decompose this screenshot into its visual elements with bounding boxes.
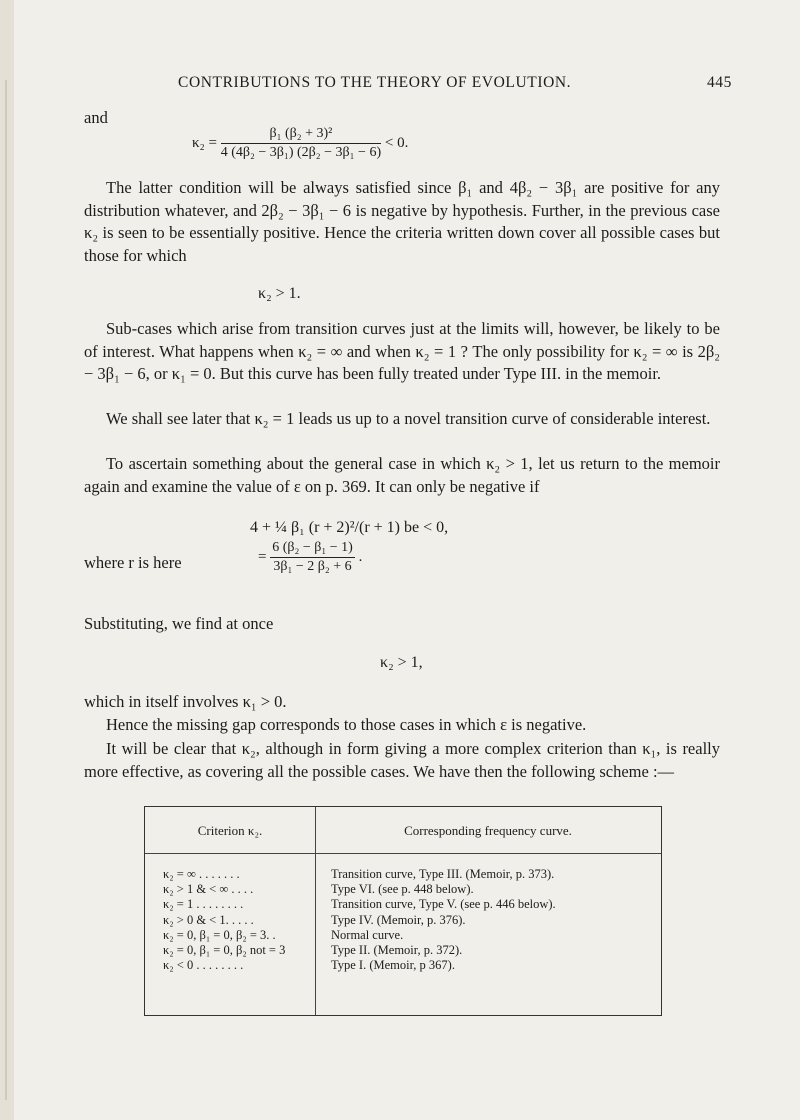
- equation-5: κ₂ > 1,: [380, 654, 423, 671]
- eq4-rhs: .: [358, 549, 363, 565]
- criterion-row: κ₂ = ∞ . . . . . . .: [163, 867, 240, 881]
- curve-row: Transition curve, Type V. (see p. 446 below).: [331, 897, 556, 912]
- where-text: where r is here: [84, 553, 182, 572]
- table-header-divider: [145, 853, 661, 854]
- criteria-column: [163, 867, 285, 973]
- paragraph-2: Sub-cases which arise from transition curves just at the limits will, however, be likely to be of interest. What happens when κ₂ = ∞ and when κ₂ = 1 ? The only possibility for κ₂ = ∞ is 2β₂ − 3β₁ − 6, or κ₁ = 0. But this curve has been fully treated under Type III. in the memoir.: [84, 319, 720, 383]
- header-title: CONTRIBUTIONS TO THE THEORY OF EVOLUTION.: [178, 74, 572, 91]
- curve-row: Normal curve.: [331, 927, 404, 942]
- paragraph-3: We shall see later that κ₂ = 1 leads us up to a novel transition curve of considerable interest.: [106, 409, 711, 428]
- curve-row: Transition curve, Type III. (Memoir, p. 373).: [331, 867, 555, 881]
- eq1-lhs: κ₂ =: [192, 135, 217, 151]
- eq4-fraction: [270, 540, 355, 575]
- paragraph-7: It will be clear that κ₂, although in form giving a more complex criterion than κ₁, is really more effective, as covering all the possible cases. We have then the following scheme :—: [84, 739, 720, 781]
- eq1-fraction: [221, 126, 381, 161]
- equation-1: [192, 126, 408, 161]
- curve-row: Type IV. (Memoir, p. 376).: [331, 912, 466, 927]
- equation-4: [258, 540, 362, 575]
- eq1-numerator: β₁ (β₂ + 3)²: [221, 126, 381, 144]
- page-edge-shadow: [0, 0, 40, 1120]
- criterion-row: κ₂ > 0 & < 1. . . . .: [163, 912, 254, 927]
- eq1-rhs: < 0.: [384, 135, 409, 151]
- eq4-numerator: 6 (β₂ − β₁ − 1): [270, 540, 355, 558]
- intro-word: and: [84, 108, 108, 127]
- table-header-curve: Corresponding frequency curve.: [404, 823, 572, 838]
- eq4-lhs: =: [258, 549, 267, 565]
- paragraph-1: The latter condition will be always satisfied since β₁ and 4β₂ − 3β₁ are positive for any distribution whatever, and 2β₂ − 3β₁ − 6 is negative by hypothesis. Further, in the previous case κ₂ is seen to be essentially positive. Hence the criteria written down cover all possible cases but those for which: [84, 178, 720, 265]
- table-header-criterion: Criterion κ₂.: [197, 823, 263, 838]
- substituting-text: Substituting, we find at once: [84, 614, 274, 633]
- curve-row: Type I. (Memoir, p 367).: [331, 958, 455, 973]
- criterion-row: κ₂ = 1 . . . . . . . .: [163, 897, 244, 912]
- criterion-row: κ₂ = 0, β₁ = 0, β₂ = 3. .: [163, 927, 276, 942]
- paragraph-6: Hence the missing gap corresponds to those cases in which ε is negative.: [106, 715, 587, 734]
- paragraph-4: To ascertain something about the general case in which κ₂ > 1, let us return to the memoir again and examine the value of ε on p. 369. It can only be negative if: [84, 454, 720, 496]
- curve-row: Type VI. (see p. 448 below).: [331, 882, 474, 897]
- paragraph-5: which in itself involves κ₁ > 0.: [84, 692, 287, 711]
- curve-row: Type II. (Memoir, p. 372).: [331, 943, 463, 958]
- curves-column: [331, 867, 556, 973]
- eq1-denominator: 4 (4β₂ − 3β₁) (2β₂ − 3β₁ − 6): [220, 145, 382, 160]
- page-number: 445: [706, 74, 732, 91]
- equation-2: κ₂ > 1.: [258, 285, 301, 302]
- eq4-denominator: 3β₁ − 2 β₂ + 6: [273, 559, 352, 574]
- criterion-row: κ₂ = 0, β₁ = 0, β₂ not = 3: [163, 943, 286, 958]
- equation-3: 4 + ¼ β₁ (r + 2)²/(r + 1) be < 0,: [250, 519, 449, 536]
- criterion-table: [144, 806, 662, 1016]
- criterion-row: κ₂ > 1 & < ∞ . . . .: [163, 882, 254, 897]
- criterion-row: κ₂ < 0 . . . . . . . .: [163, 958, 244, 973]
